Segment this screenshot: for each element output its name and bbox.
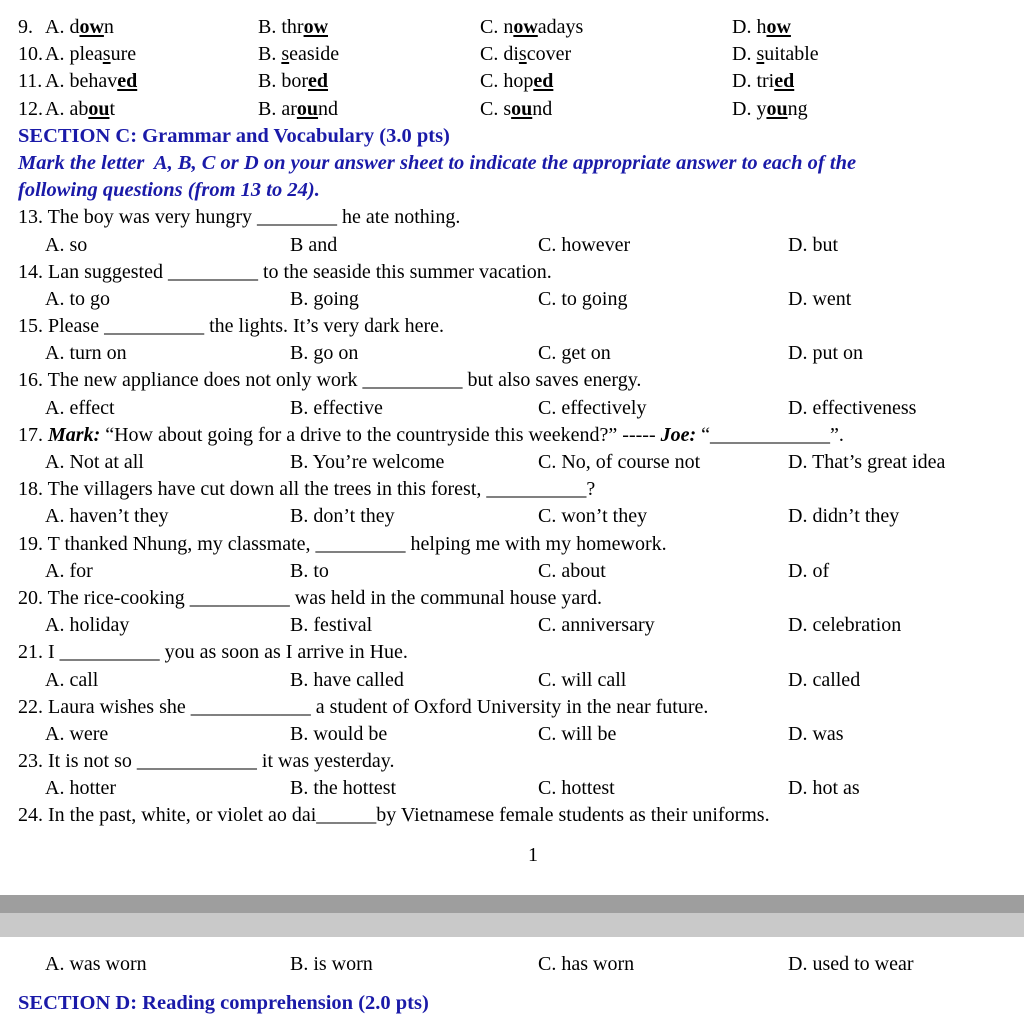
option-text: adays (537, 16, 584, 38)
question-line (18, 639, 1024, 666)
question-number: 20. (18, 586, 48, 609)
option-letter: A. (45, 43, 70, 66)
underlined-letters: s (756, 43, 765, 66)
answer-option: B. festival (290, 614, 373, 637)
section-c-heading: SECTION C: Grammar and Vocabulary (3.0 pts) (18, 124, 450, 147)
section-d-heading: SECTION D: Reading comprehension (2.0 pts) (18, 992, 429, 1015)
pron-question-row (18, 14, 1024, 41)
answer-option (45, 14, 258, 41)
option-text: behav (69, 70, 118, 93)
underlined-letters: ow (766, 16, 791, 38)
option-text: n (103, 16, 114, 38)
speaker-name: Joe: (660, 423, 697, 446)
answer-option: C. effectively (538, 396, 647, 419)
option-text: ure (110, 43, 137, 66)
answer-option (480, 96, 732, 123)
answer-option: C. No, of course not (538, 451, 701, 473)
answer-option (480, 14, 732, 41)
options-row (45, 775, 1024, 802)
question-line (18, 802, 1024, 829)
question-text: The boy was very hungry ________ he ate nothing. (47, 206, 461, 229)
options-row (45, 721, 1024, 748)
option-text: nd (318, 97, 339, 120)
option-text: thr (281, 16, 304, 38)
options-row (45, 232, 1024, 259)
instructions-line-2: following questions (from 13 to 24). (18, 179, 320, 202)
options-row (45, 449, 1024, 476)
question-number: 21. (18, 641, 48, 664)
option-text: di (503, 43, 519, 66)
underlined-letters: s (281, 43, 290, 66)
underlined-letters: ow (303, 16, 329, 38)
underlined-letters: ou (296, 97, 319, 120)
question-text: Please __________ the lights. It’s very dark here. (48, 315, 445, 338)
question-number: 10. (18, 43, 43, 66)
option-letter: D. (732, 43, 757, 66)
answer-option: A. turn on (45, 342, 127, 365)
underlined-letters: ou (511, 97, 533, 120)
answer-option: B. don’t they (290, 505, 395, 528)
option-letter: D. (732, 16, 757, 38)
answer-option: A. was worn (45, 953, 147, 975)
answer-option (732, 96, 1024, 123)
underlined-letters: ow (79, 16, 104, 38)
question-number: 14. (18, 260, 48, 283)
question-number: 18. (18, 478, 48, 501)
question-line (18, 422, 1024, 449)
answer-option (258, 14, 480, 41)
answer-option: D. hot as (788, 777, 860, 800)
question-text: Lan suggested _________ to the seaside this summer vacation. (48, 260, 552, 283)
underlined-letters: ou (88, 97, 110, 120)
answer-option: C. hottest (538, 777, 615, 800)
option-text: s (503, 97, 512, 120)
underlined-letters: s (518, 43, 527, 66)
pronunciation-block (18, 14, 1024, 123)
option-letter: B. (258, 43, 282, 66)
option-letter: C. (480, 43, 504, 66)
question-number: 15. (18, 315, 48, 338)
page-number: 1 (528, 843, 538, 866)
question-line (18, 259, 1024, 286)
grammar-block (18, 204, 1024, 829)
answer-option: D. called (788, 668, 861, 691)
answer-option: A. holiday (45, 614, 130, 637)
question-number: 16. (18, 369, 48, 392)
option-text: nd (532, 97, 553, 120)
answer-option: D. used to wear (788, 953, 914, 975)
question-text: The rice-cooking __________ was held in the communal house yard. (47, 586, 602, 609)
answer-option: A. Not at all (45, 451, 144, 473)
answer-option: B. is worn (290, 953, 373, 975)
question-number: 17. (18, 423, 48, 446)
underlined-letters: ow (513, 16, 538, 38)
option-text: ng (787, 97, 808, 120)
question-number: 13. (18, 206, 48, 229)
options-row (45, 395, 1024, 422)
option-text: cover (526, 43, 572, 66)
answer-option: A. hotter (45, 777, 117, 800)
option-letter: B. (258, 16, 282, 38)
speaker-name: Mark: (48, 423, 101, 446)
question-text: Laura wishes she ____________ a student of Oxford University in the near future. (48, 695, 709, 718)
option-text: ab (69, 97, 89, 120)
answer-option (45, 68, 258, 95)
option-text: bor (281, 70, 309, 93)
answer-option: C. won’t they (538, 505, 648, 528)
option-text: t (109, 97, 116, 120)
answer-option (258, 41, 480, 68)
option-text: h (756, 16, 767, 38)
question-number: 9. (18, 16, 33, 38)
answer-option: B. You’re welcome (290, 451, 445, 473)
question-text: The new appliance does not only work __________ but also saves energy. (47, 369, 642, 392)
option-text: tri (756, 70, 775, 93)
question-line (18, 585, 1024, 612)
question-number: 11. (18, 70, 43, 93)
options-row (45, 558, 1024, 585)
options-row (45, 503, 1024, 530)
underlined-letters: ed (117, 70, 138, 93)
answer-option (480, 68, 732, 95)
answer-option: C. will call (538, 668, 627, 691)
answer-option: D. didn’t they (788, 505, 900, 528)
page2-options-row (45, 951, 1024, 978)
answer-option: C. will be (538, 722, 617, 745)
answer-option: D. celebration (788, 614, 902, 637)
question-text: “How about going for a drive to the countryside this weekend?” ----- (100, 423, 661, 446)
question-number: 22. (18, 695, 48, 718)
answer-option: A. to go (45, 287, 110, 310)
answer-option (480, 41, 732, 68)
question-text: It is not so ____________ it was yesterday. (48, 750, 395, 773)
question-line (18, 204, 1024, 231)
page-2 (0, 937, 1024, 1015)
option-letter: C. (480, 16, 504, 38)
underlined-letters: ed (774, 70, 795, 93)
question-text: “____________”. (696, 423, 844, 446)
underlined-letters: s (102, 43, 111, 66)
answer-option: D. That’s great idea (788, 451, 946, 473)
question-line (18, 694, 1024, 721)
answer-option: D. of (788, 559, 830, 582)
answer-option: D. went (788, 287, 852, 310)
answer-option: D. put on (788, 342, 863, 365)
answer-option: A. call (45, 668, 99, 691)
answer-option: B. would be (290, 722, 388, 745)
answer-option: C. get on (538, 342, 611, 365)
answer-option: B. to (290, 559, 329, 582)
answer-option: C. however (538, 233, 631, 256)
pron-question-row (18, 96, 1024, 123)
question-line (18, 748, 1024, 775)
answer-option: B. have called (290, 668, 404, 691)
answer-option (45, 96, 258, 123)
underlined-letters: ou (766, 97, 788, 120)
question-number: 23. (18, 750, 48, 773)
answer-option: A. haven’t they (45, 505, 169, 528)
answer-option: D. but (788, 233, 838, 256)
answer-option: A. so (45, 233, 88, 256)
answer-option: C. to going (538, 287, 628, 310)
question-text: The villagers have cut down all the trees in this forest, __________? (47, 478, 596, 501)
pron-question-row (18, 68, 1024, 95)
question-line (18, 476, 1024, 503)
answer-option (732, 14, 1024, 41)
question-number: 24. (18, 804, 48, 827)
answer-option (732, 41, 1024, 68)
options-row (45, 612, 1024, 639)
options-row (45, 286, 1024, 313)
answer-option (732, 68, 1024, 95)
question-text: I __________ you as soon as I arrive in Hue. (48, 641, 408, 664)
answer-option: D. effectiveness (788, 396, 917, 419)
underlined-letters: ed (308, 70, 329, 93)
option-letter: D. (732, 97, 757, 120)
answer-option: C. anniversary (538, 614, 655, 637)
answer-option: D. was (788, 722, 844, 745)
question-number: 19. (18, 532, 48, 555)
option-letter: A. (45, 16, 70, 38)
option-letter: D. (732, 70, 757, 93)
answer-option: A. for (45, 559, 93, 582)
option-letter: A. (45, 97, 70, 120)
answer-option: B. effective (290, 396, 383, 419)
option-text: y (756, 97, 767, 120)
option-text: easide (289, 43, 340, 66)
option-text: n (503, 16, 514, 38)
page-separator-dark (0, 895, 1024, 913)
answer-option: C. has worn (538, 953, 635, 975)
answer-option: B. going (290, 287, 359, 310)
question-text: In the past, white, or violet ao dai______by Vietnamese female students as their uniforms. (48, 804, 770, 827)
question-number: 12. (18, 97, 43, 120)
underlined-letters: ed (533, 70, 554, 93)
instructions-line-1: Mark the letter A, B, C or D on your answer sheet to indicate the appropriate answer to each of the (18, 151, 857, 174)
option-text: ar (281, 97, 297, 120)
page-separator-light (0, 913, 1024, 937)
question-text: T thanked Nhung, my classmate, _________ helping me with my homework. (47, 532, 667, 555)
answer-option: A. were (45, 722, 109, 745)
question-line (18, 313, 1024, 340)
option-text: d (69, 16, 80, 38)
option-letter: B. (258, 70, 282, 93)
options-row (45, 667, 1024, 694)
answer-option: C. about (538, 559, 606, 582)
option-letter: A. (45, 70, 70, 93)
option-text: plea (69, 43, 103, 66)
options-row (45, 340, 1024, 367)
answer-option: B. the hottest (290, 777, 397, 800)
answer-option (258, 96, 480, 123)
answer-option: B and (290, 233, 338, 256)
answer-option (45, 41, 258, 68)
pron-question-row (18, 41, 1024, 68)
option-letter: B. (258, 97, 282, 120)
answer-option (258, 68, 480, 95)
question-line (18, 367, 1024, 394)
option-letter: C. (480, 70, 504, 93)
option-text: hop (503, 70, 534, 93)
option-letter: C. (480, 97, 504, 120)
option-text: uitable (764, 43, 819, 66)
answer-option: B. go on (290, 342, 359, 365)
answer-option: A. effect (45, 396, 115, 419)
question-line (18, 531, 1024, 558)
